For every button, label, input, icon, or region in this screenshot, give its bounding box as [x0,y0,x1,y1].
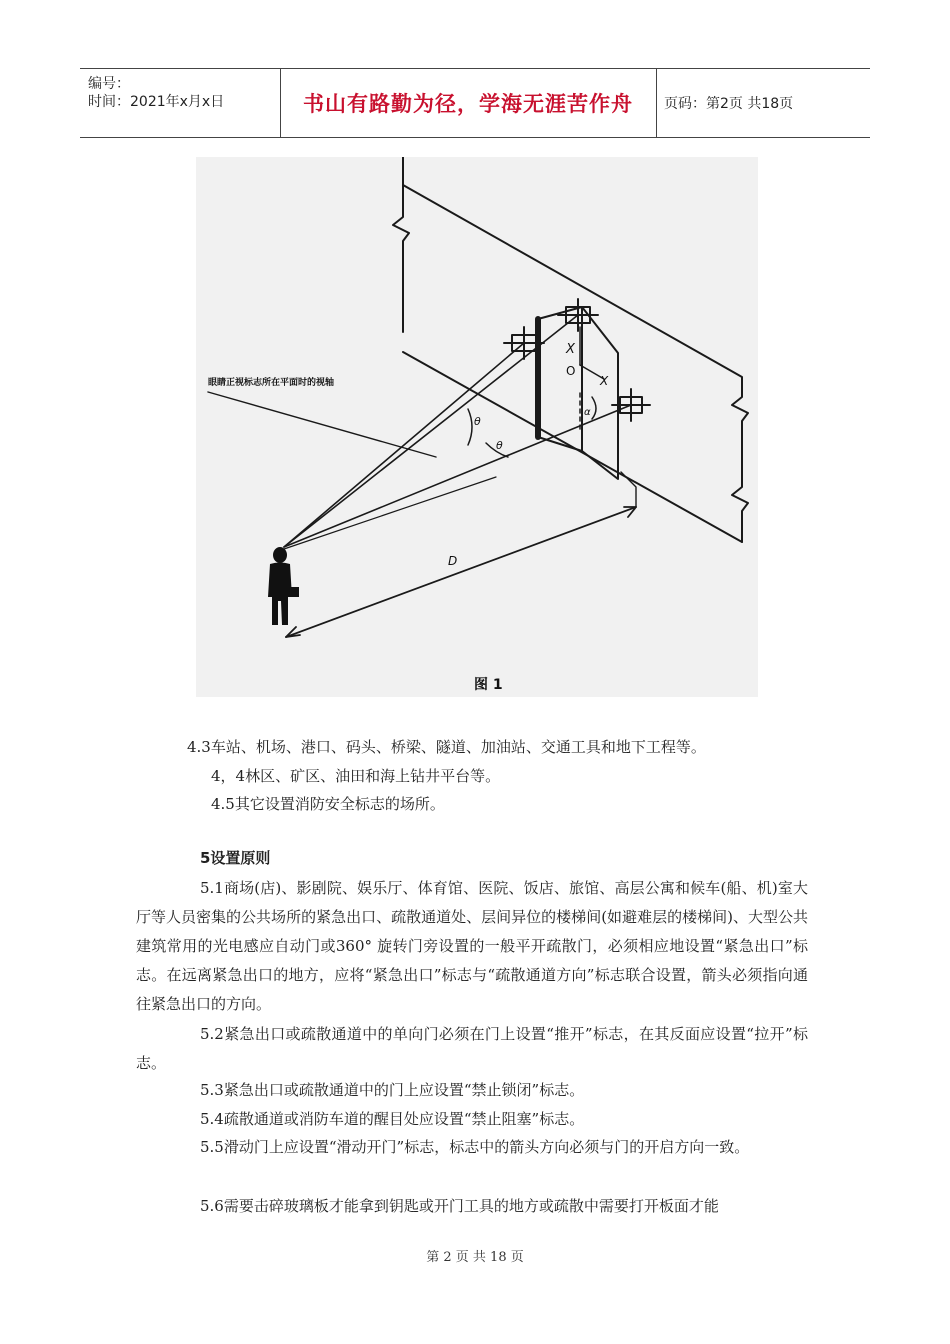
view-axis-pointer [208,392,436,457]
figure-caption: 图 1 [474,677,503,693]
item-4-5: 4.5其它设置消防安全标志的场所。 [211,795,445,813]
sight-line-top [284,315,578,547]
paragraph-5-3: 5.3紧急出口或疏散通道中的门上应设置“禁止锁闭”标志。 [200,1081,585,1099]
distance-line-D [286,507,636,637]
label-alpha: α [584,407,591,418]
page-header [80,68,870,138]
paragraph-5-6: 5.6需要击碎玻璃板才能拿到钥匙或开门工具的地方或疏散中需要打开板面才能 [200,1197,719,1215]
paragraph-5-4: 5.4疏散通道或消防车道的醒目处应设置“禁止阻塞”标志。 [200,1110,585,1128]
label-x-upper: X [566,342,575,357]
label-x-right: X [600,374,609,388]
label-o: O [566,364,576,378]
header-meta-cell [80,69,280,137]
header-page-info: 页码：第2页 共18页 [664,96,794,112]
wall-top-edge [403,185,748,457]
header-divider [280,69,281,137]
sight-line-right [284,405,631,547]
paragraph-5-1: 5.1商场(店)、影剧院、娱乐厅、体育馆、医院、饭店、旅馆、高层公寓和候车(船、机)室大厅等人员密集的公共场所的紧急出口、疏散通道处、层间异位的楼梯间(如避难层的楼梯间)、大型公共建筑常用的光电感应自动门或360° 旋转门旁设置的一般平开疏散门，必须相应地设置“紧急出口”标志。在远离紧急出口的地方，应将“紧急出口”标志与“疏散通道方向”标志联合设置，箭头必须指向通往紧急出口的方向。 [136,879,808,1013]
wall-left-edge [393,157,409,332]
wall-right-edge [732,457,748,542]
page-footer: 第 2 页 共 18 页 [426,1250,524,1265]
header-divider [656,69,657,137]
eye-axis-label: 眼睛正视标志所在平面时的视轴 [208,378,335,388]
figure-1 [196,157,758,697]
section-5-heading: 5设置原则 [200,849,271,867]
viewing-geometry-diagram [196,157,758,697]
item-4-4: 4，4林区、矿区、油田和海上钻井平台等。 [211,767,501,785]
door-panel [538,307,618,479]
paragraph-5-5: 5.5滑动门上应设置“滑动开门”标志，标志中的箭头方向必须与门的开启方向一致。 [200,1138,750,1156]
header-motto: 书山有路勤为径，学海无涯苦作舟 [303,92,633,116]
document-number-label: 编号： [88,76,130,92]
item-4-3: 4.3车站、机场、港口、码头、桥梁、隧道、加油站、交通工具和地下工程等。 [187,738,706,756]
document-date-label: 时间：2021年x月x日 [88,94,225,110]
label-theta-1: θ [474,415,481,428]
person-silhouette [268,547,299,625]
label-theta-2: θ [496,439,503,452]
paragraph-5-2: 5.2紧急出口或疏散通道中的单向门必须在门上设置“推开”标志，在其反面应设置“拉开”标志。 [136,1025,808,1072]
label-distance-d: D [448,554,458,568]
